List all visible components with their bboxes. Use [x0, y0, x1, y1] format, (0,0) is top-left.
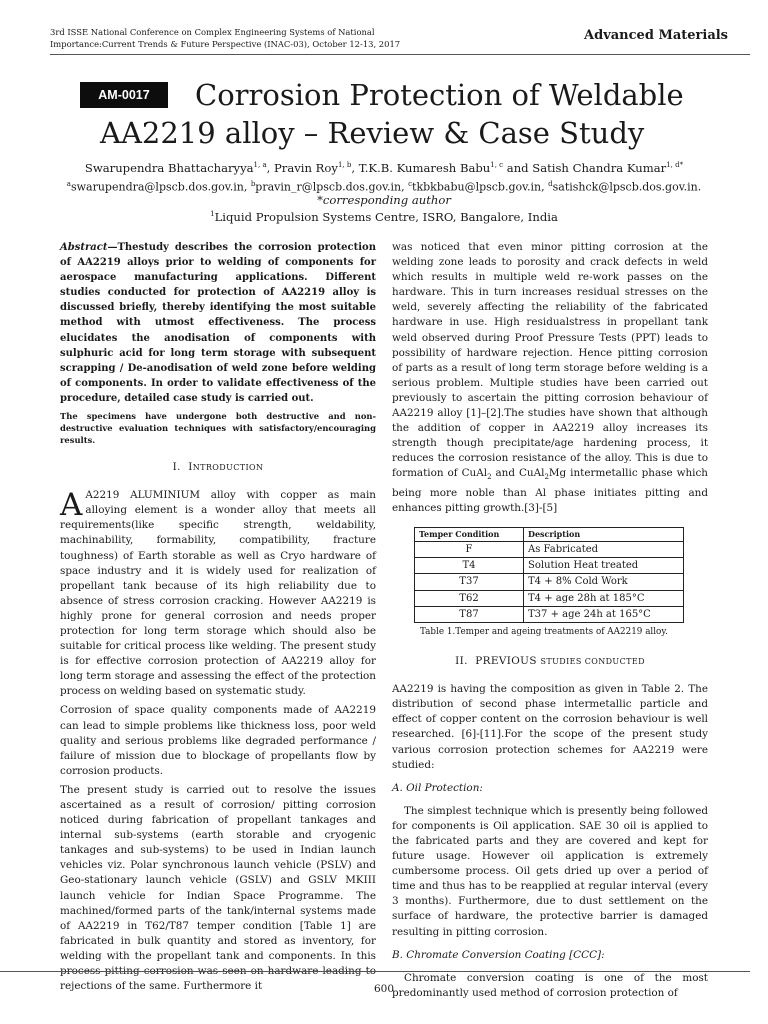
conference-line-1: 3rd ISSE National Conference on Complex Engineering Systems of National — [50, 27, 375, 37]
author-list — [0, 158, 768, 175]
table-row — [415, 590, 684, 606]
table-row — [415, 541, 684, 557]
conference-line-2: Importance:Current Trends & Future Perspective (INAC-03), October 12-13, 2017 — [50, 39, 401, 49]
affiliation — [0, 207, 768, 224]
table-row — [415, 606, 684, 622]
table-row — [415, 574, 684, 590]
email-link[interactable]: satishck@lpscb.dos.gov.in. — [552, 180, 702, 194]
section-heading-previous-studies — [392, 654, 708, 669]
temper-table — [414, 527, 684, 623]
footer-divider — [0, 971, 750, 972]
right-paragraph-1 — [392, 240, 708, 516]
author-separator: and — [503, 160, 533, 175]
intro-paragraph-3: The present study is carried out to resolve the issues ascertained as a result of corrosion/ pitting corrosion noticed during fabrication of propellant tankages and internal sub-systems (earth storable and cryogenic tankages and sub-systems) to be used in Indian launch vehicles viz. Polar synchronous launch vehicle (PSLV) and Geo-stationary launch vehicle (GSLV) and GSLV MKIII launch vehicle for Indian Space Programme. The machined/formed parts of the tank/internal systems made of AA2219 in T62/T87 temper condition [Table 1] are fabricated in bulk quantity and stored as inventory, for welding with the propellant tank and components. In this process pitting corrosion was seen on hardware leading to rejections of the same. Furthermore it — [60, 783, 376, 993]
author-mark: 1, d* — [666, 161, 684, 169]
corresponding-author-note: *corresponding author — [317, 193, 451, 207]
table-cell: T4 — [415, 558, 524, 574]
section-heading-rest: NTRODUCTION — [192, 463, 264, 473]
table-cell: T37 + age 24h at 165°C — [524, 606, 684, 622]
author-separator: , — [266, 160, 274, 175]
subsection-heading-ccc: B. Chromate Conversion Coating [CCC]: — [392, 948, 605, 961]
table-row — [415, 558, 684, 574]
section-numeral: I. — [172, 461, 181, 474]
table-cell: T62 — [415, 590, 524, 606]
author-mark: 1, b — [337, 161, 352, 169]
email-link[interactable]: swarupendra@lpscb.dos.gov.in — [70, 180, 244, 194]
table-cell: T87 — [415, 606, 524, 622]
right-paragraph-1-text: was noticed that even minor pitting corrosion at the welding zone leads to porosity and crack defects in weld which results in multiple weld re-work passes on the hardware. This in turn increases residual stresses on the weld, severely affecting the reliability of the fabricated hardware in use. High residualstress in propellant tank weld observed during Proof Pressure Tests (PPT) leads to possibility of hardware rejection. Hence pitting corrosion of parts as a result of long term storage before welding is a serious problem. Multiple studies have been carried out previously to ascertain the pitting corrosion behaviour of AA2219 alloy [1]–[2].The studies have shown that although the addition of copper in AA2219 alloy increases its strength though precipitate/age hardening process, it reduces the corrosion resistance of the alloy. This is due to formation of CuAl — [392, 241, 708, 480]
author-name: Satish Chandra Kumar — [532, 160, 667, 175]
email-link[interactable]: tkbkbabu@lpscb.gov.in — [412, 180, 542, 194]
track-name: Advanced Materials — [584, 28, 728, 43]
email-mark: a — [66, 180, 71, 188]
table-cell: Solution Heat treated — [524, 558, 684, 574]
author-separator: , — [351, 160, 359, 175]
right-paragraph-1-text: and CuAl — [491, 467, 545, 480]
affiliation-text: Liquid Propulsion Systems Centre, ISRO, Bangalore, India — [214, 209, 558, 224]
conference-header — [50, 26, 470, 50]
table-header-cell: Temper Condition — [415, 527, 524, 541]
right-column — [392, 240, 708, 1005]
intro-paragraph-1-text: A2219 ALUMINIUM alloy with copper as main alloying element is a wonder alloy that meets all requirements(like specific strength, weldability, machinability, formability, compatibility, fracture toughness) of Earth storable as well as Cryo hardware of space industry and it is widely used for realization of propellant tank because of its high reliability due to absence of stress corrosion cracking. However AA2219 is highly prone for general corrosion and needs proper protection for long term storage which should also be suitable for critical process like welding. The present study is for effective corrosion protection of AA2219 alloy for long term storage and assessing the effect of the protection process on welding based on systematic study. — [60, 489, 376, 698]
oil-protection-paragraph: The simplest technique which is presently being followed for components is Oil application. SAE 30 oil is applied to the fabricated parts and they are covered and kept for future usage. However oil application is extremely cumbersome process. Oil gets dried up over a period of time and thus has to be reapplied at regular interval (every 3 months). Furthermore, due to dust settlement on the surface of hardware, the protective barrier is damaged resulting in pitting corrosion. — [392, 804, 708, 938]
abstract-label: Abstract — [60, 242, 108, 253]
abstract-dash: — — [107, 242, 118, 253]
author-name: T.K.B. Kumaresh Babu — [358, 160, 491, 175]
section-heading-initial: PREVIOUS — [475, 655, 537, 668]
abstract — [60, 240, 376, 406]
subscript: 2 — [544, 473, 549, 482]
paper-code-badge: AM-0017 — [80, 82, 168, 108]
paper-title: Corrosion Protection of Weldable AA2219 alloy – Review & Case Study — [100, 78, 684, 150]
table-header-row — [415, 527, 684, 541]
email-mark: c — [408, 180, 413, 188]
email-mark: d — [548, 180, 553, 188]
table-cell: T4 + age 28h at 185°C — [524, 590, 684, 606]
table-cell: T37 — [415, 574, 524, 590]
left-column — [60, 240, 376, 998]
section-heading-initial: I — [188, 461, 193, 474]
table-header-cell: Description — [524, 527, 684, 541]
table-cell: T4 + 8% Cold Work — [524, 574, 684, 590]
section-numeral: II. — [455, 655, 468, 668]
ccc-paragraph: Chromate conversion coating is one of the most predominantly used method of corrosion protection of — [392, 971, 708, 999]
abstract-text: Thestudy describes the corrosion protection of AA2219 alloys prior to welding of components for aerospace manufacturing applications. Different studies conducted for protection of AA2219 alloy is discussed briefly, thereby identifying the most suitable method with utmost effectiveness. The process elucidates the anodisation of components with sulphuric acid for long term storage with subsequent scrapping / De-anodisation of weld zone before welding of components. In order to validate effectiveness of the procedure, detailed case study is carried out. — [60, 242, 376, 404]
table-caption: Table 1.Temper and ageing treatments of AA2219 alloy. — [420, 626, 668, 637]
author-name: Pravin Roy — [274, 160, 338, 175]
right-paragraph-1-text: Mg intermetallic phase which being more noble than Al phase initiates pitting and enhances pitting growth.[3]-[5] — [392, 467, 708, 514]
author-mark: 1, a — [253, 161, 267, 169]
author-name: Swarupendra Bhattacharyya — [84, 160, 254, 175]
table-cell: F — [415, 541, 524, 557]
drop-cap: A — [60, 487, 83, 524]
previous-studies-paragraph: AA2219 is having the composition as given in Table 2. The distribution of second phase intermetallic particle and effect of copper content on the corrosion behaviour is well researched. [6]-[11].For the scope of the present study various corrosion protection schemes for AA2219 were studied: — [392, 683, 708, 771]
affiliation-mark: 1 — [210, 210, 215, 218]
email-link[interactable]: pravin_r@lpscb.dos.gov.in — [255, 180, 402, 194]
author-mark: 1, c — [490, 161, 504, 169]
intro-paragraph-1 — [60, 488, 376, 699]
email-list: $^a$swarupendra@lpscb.dos.gov.in, $^b$pravin_r@lpscb.dos.gov.in, $^c$tkbkbabu@lpscb.gov.in, $^d$satishck@lpscb.dos.gov.in. — [66, 180, 702, 194]
email-mark: b — [250, 180, 256, 188]
subscript: 2 — [487, 473, 492, 482]
section-heading-introduction — [60, 460, 376, 475]
intro-paragraph-2: Corrosion of space quality components made of AA2219 can lead to simple problems like thickness loss, poor weld quality and serious problems like degraded performance / failure of mission due to blockage of propellants flow by corrosion products. — [60, 704, 376, 777]
table-cell: As Fabricated — [524, 541, 684, 557]
section-heading-rest: STUDIES CONDUCTED — [540, 657, 645, 667]
header-divider — [50, 54, 750, 55]
abstract-specimens: The specimens have undergone both destructive and non-destructive evaluation techniques with satisfactory/encouraging results. — [60, 411, 376, 446]
subsection-heading-oil: A. Oil Protection: — [392, 781, 483, 794]
page-number: 600 — [373, 983, 395, 995]
